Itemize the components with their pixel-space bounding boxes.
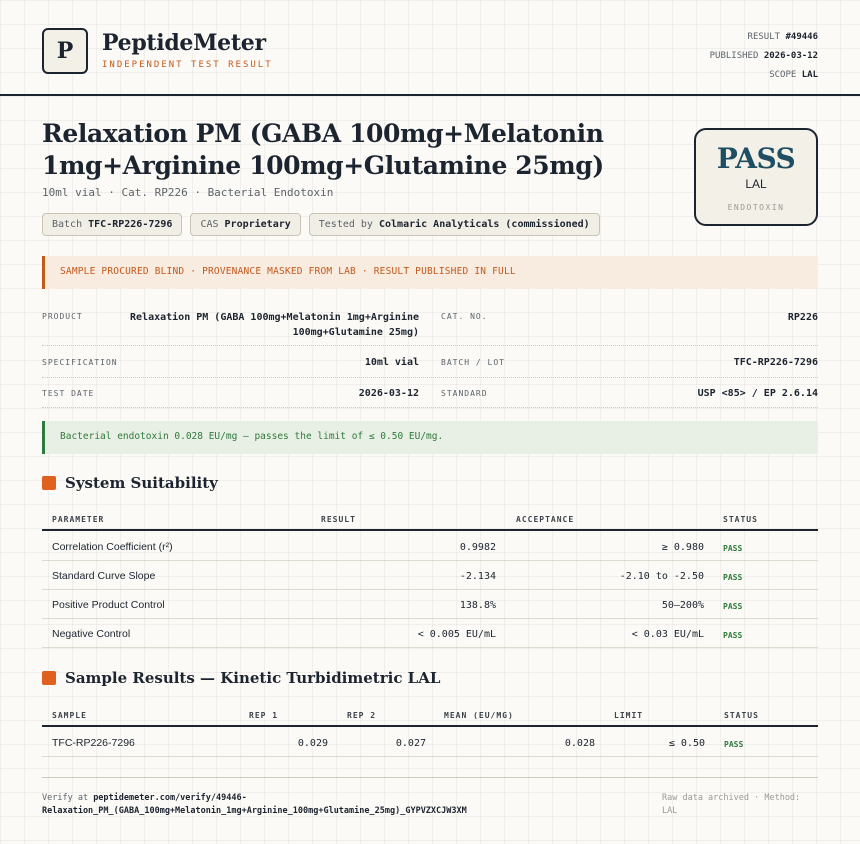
table-row [42, 590, 818, 619]
status-badge: PASS [723, 544, 743, 553]
brand-name: PeptideMeter [102, 30, 266, 56]
published-label: PUBLISHED [709, 51, 759, 61]
samples-table-header [42, 705, 818, 727]
parameter-cell: Standard Curve Slope [52, 570, 156, 582]
rep2-cell: 0.027 [395, 738, 426, 749]
col-acceptance: ACCEPTANCE [516, 515, 575, 524]
brand-logo [42, 28, 88, 74]
brand-tagline: INDEPENDENT TEST RESULT [102, 60, 273, 70]
cat-value: RP226 [787, 312, 818, 323]
rep1-cell: 0.029 [297, 738, 328, 749]
pill-label: CAS [200, 219, 219, 230]
pill-value: TFC-RP226-7296 [88, 219, 173, 230]
pill-label: Batch [52, 219, 83, 230]
scope-label: SCOPE [769, 70, 797, 80]
logo-letter: P [56, 38, 74, 64]
product-subtitle: 10ml vial · Cat. RP226 · Bacterial Endotoxin [42, 186, 334, 199]
product-value [119, 310, 419, 340]
standard-value: USP <85> / EP 2.6.14 [697, 388, 818, 399]
published-date: 2026-03-12 [763, 51, 818, 61]
samples-title-text: Sample Results — Kinetic Turbidimetric LAL [65, 669, 441, 687]
result-label: RESULT [747, 32, 781, 42]
col-rep1: REP 1 [249, 711, 279, 720]
result-number: #49446 [785, 32, 818, 42]
col-status: STATUS [723, 515, 758, 524]
parameter-cell: Negative Control [52, 628, 131, 640]
report-meta [710, 28, 818, 85]
status-badge: PASS [723, 602, 743, 611]
table-row [42, 561, 818, 590]
col-rep2: REP 2 [347, 711, 377, 720]
info-row-spec [42, 346, 818, 378]
batch-pill [42, 213, 182, 236]
report-footer [42, 777, 818, 816]
suitability-title-text: System Suitability [65, 474, 218, 492]
pill-value: Colmaric Analyticals (commissioned) [378, 219, 590, 230]
result-cell: 0.9982 [459, 542, 496, 553]
date-value: 2026-03-12 [358, 388, 419, 399]
verify-link[interactable]: peptidemeter.com/verify/49446- [93, 793, 247, 803]
status-badge: PASS [723, 631, 743, 640]
mean-cell: 0.028 [564, 738, 595, 749]
status-badge: PASS [724, 740, 744, 749]
suitability-section-title [42, 474, 218, 492]
table-row [42, 619, 818, 648]
suitability-table-header [42, 509, 818, 531]
pill-label: Tested by [318, 219, 373, 230]
acceptance-cell: 50–200% [661, 600, 704, 611]
verdict-badge [694, 128, 818, 226]
result-cell: -2.134 [459, 571, 496, 582]
report-header [0, 0, 860, 96]
col-mean: MEAN (EU/MG) [444, 711, 514, 720]
spec-label: SPECIFICATION [42, 358, 118, 367]
verdict-category: ENDOTOXIN [727, 203, 785, 212]
parameter-cell: Correlation Coefficient (r²) [52, 541, 173, 553]
info-row-product [42, 306, 818, 346]
acceptance-cell: < 0.03 EU/mL [631, 629, 704, 640]
tag-pills [42, 213, 600, 236]
product-value-line-2: 100mg+Glutamine 25mg) [292, 327, 419, 338]
table-row [42, 728, 818, 757]
product-value-line-1: Relaxation PM (GABA 100mg+Melatonin 1mg+Arginine [130, 312, 419, 323]
verdict-method: LAL [745, 177, 767, 191]
cas-pill [190, 213, 300, 236]
section-marker-icon [42, 476, 56, 490]
result-banner: Bacterial endotoxin 0.028 EU/mg — passes the limit of ≤ 0.50 EU/mg. [42, 421, 818, 454]
status-badge: PASS [723, 573, 743, 582]
product-title [42, 118, 662, 182]
sample-cell: TFC-RP226-7296 [52, 737, 135, 749]
limit-cell: ≤ 0.50 [668, 738, 705, 749]
procurement-notice: SAMPLE PROCURED BLIND · PROVENANCE MASKED FROM LAB · RESULT PUBLISHED IN FULL [42, 256, 818, 289]
col-sample: SAMPLE [52, 711, 87, 720]
product-label: PRODUCT [42, 312, 83, 321]
spec-value: 10ml vial [364, 357, 419, 368]
acceptance-cell: -2.10 to -2.50 [619, 571, 704, 582]
tested-by-pill [309, 213, 600, 236]
parameter-cell: Positive Product Control [52, 599, 165, 611]
archive-note: Raw data archived · Method: LAL [662, 793, 801, 816]
verify-prefix: Verify at [42, 793, 89, 803]
verdict-word: PASS [716, 142, 796, 175]
info-row-date [42, 378, 818, 408]
col-limit: LIMIT [614, 711, 644, 720]
title-line-2: 1mg+Arginine 100mg+Glutamine 25mg) [42, 151, 604, 180]
verify-note [42, 792, 467, 818]
cat-label: CAT. NO. [441, 312, 488, 321]
section-marker-icon [42, 671, 56, 685]
col-parameter: PARAMETER [52, 515, 105, 524]
samples-section-title [42, 669, 440, 687]
pill-value: Proprietary [224, 219, 291, 230]
batch-value: TFC-RP226-7296 [733, 357, 818, 368]
batch-label: BATCH / LOT [441, 358, 505, 367]
result-cell: 138.8% [459, 600, 496, 611]
date-label: TEST DATE [42, 389, 95, 398]
acceptance-cell: ≥ 0.980 [661, 542, 704, 553]
table-row [42, 532, 818, 561]
result-cell: < 0.005 EU/mL [417, 629, 496, 640]
col-status: STATUS [724, 711, 759, 720]
title-line-1: Relaxation PM (GABA 100mg+Melatonin [42, 119, 604, 148]
col-result: RESULT [321, 515, 356, 524]
standard-label: STANDARD [441, 389, 488, 398]
verify-link-continued[interactable]: Relaxation_PM_(GABA_100mg+Melatonin_1mg+Arginine_100mg+Glutamine_25mg)_GYPVZXCJW3XM [42, 806, 467, 816]
scope-value: LAL [801, 70, 818, 80]
